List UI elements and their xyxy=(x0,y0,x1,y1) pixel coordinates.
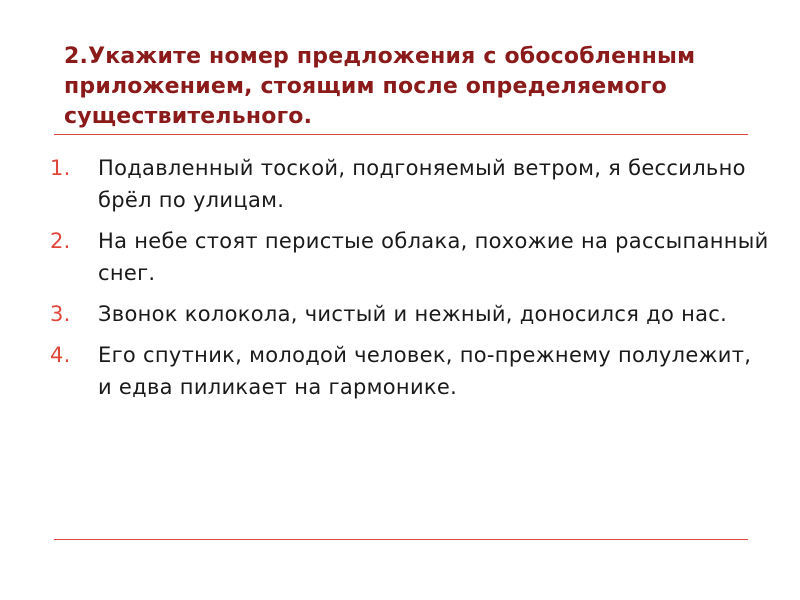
list-item xyxy=(50,152,770,216)
item-number: 4. xyxy=(50,343,71,367)
list-item xyxy=(50,298,770,330)
slide-title: 2.Укажите номер предложения с обособленным приложением, стоящим после определяемого существительного. xyxy=(64,44,696,129)
item-number: 3. xyxy=(50,302,71,326)
sentence-list xyxy=(50,152,770,412)
list-item xyxy=(50,339,770,403)
item-text: Звонок колокола, чистый и нежный, доносился до нас. xyxy=(98,302,728,326)
item-text: Подавленный тоской, подгоняемый ветром, я бессильно брёл по улицам. xyxy=(98,156,746,212)
list-item xyxy=(50,225,770,289)
item-text: На небе стоят перистые облака, похожие на рассыпанный снег. xyxy=(98,229,769,285)
item-number: 1. xyxy=(50,156,71,180)
item-number: 2. xyxy=(50,229,71,253)
footer-divider xyxy=(54,539,748,540)
item-text: Его спутник, молодой человек, по-прежнему полулежит, и едва пиликает на гармонике. xyxy=(98,343,752,399)
title-divider xyxy=(54,134,748,135)
